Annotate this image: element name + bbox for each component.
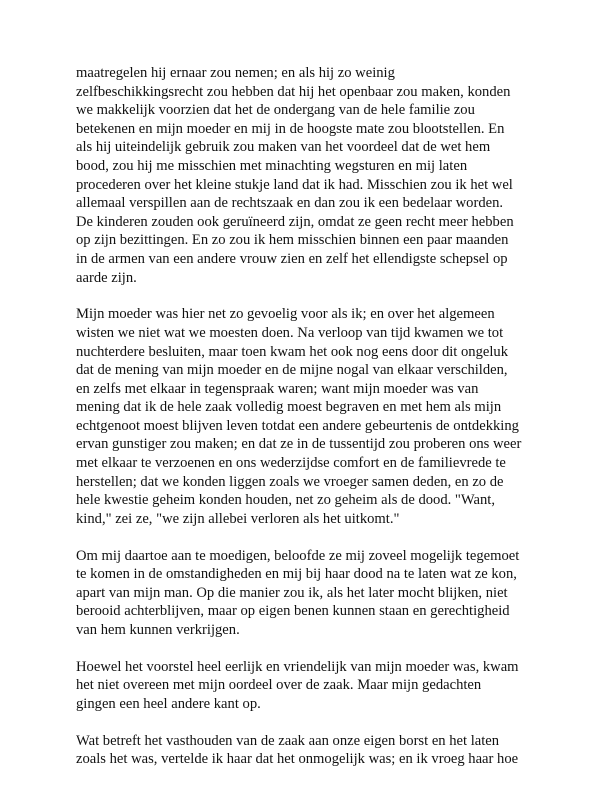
text-line: Mijn moeder was hier net zo gevoelig voor als ik; en over het algemeen	[76, 306, 495, 323]
text-line: hele kwestie geheim konden houden, net zo geheim als de dood. "Want,	[76, 492, 495, 509]
text-line: De kinderen zouden ook geruïneerd zijn, omdat ze geen recht meer hebben	[76, 213, 514, 230]
text-line: van hem kunnen verkrijgen.	[76, 622, 240, 638]
text-line: wisten we niet wat we moesten doen. Na verloop van tijd kwamen we tot	[76, 324, 504, 341]
text-line: kind," zei ze, "we zijn allebei verloren als het uitkomt."	[76, 510, 400, 527]
paragraph	[76, 64, 536, 287]
paragraph	[76, 305, 536, 528]
text-line: ervan gunstiger zou maken; en dat ze in de tussentijd zou proberen ons weer	[76, 436, 522, 453]
text-line: met elkaar te verzoenen en ons wederzijdse comfort en de familievrede te	[76, 455, 506, 472]
text-line: als hij uiteindelijk gebruik zou maken van het voordeel dat de wet hem	[76, 139, 491, 156]
text-line: zelfbeschikkingsrecht zou hebben dat hij het openbaar zou maken, konden	[76, 83, 511, 100]
paragraph	[76, 547, 536, 640]
text-line: zoals het was, vertelde ik haar dat het onmogelijk was; en ik vroeg haar hoe	[76, 751, 519, 768]
paragraph	[76, 658, 536, 714]
text-line: Hoewel het voorstel heel eerlijk en vriendelijk van mijn moeder was, kwam	[76, 658, 519, 675]
text-line: te komen in de omstandigheden en mij bij haar dood na te laten wat ze kon,	[76, 566, 517, 583]
text-line: dat de mening van mijn moeder en de mijne nogal van elkaar verschilden,	[76, 362, 508, 379]
text-line: Om mij daartoe aan te moedigen, beloofde ze mij zoveel mogelijk tegemoet	[76, 547, 520, 564]
text-line: Wat betreft het vasthouden van de zaak aan onze eigen borst en het laten	[76, 732, 500, 749]
text-line: apart van mijn man. Op die manier zou ik, als het later mocht blijken, niet	[76, 584, 508, 601]
text-line: herstellen; dat we konden liggen zoals we vroeger samen deden, en zo de	[76, 473, 504, 490]
text-line: op zijn bezittingen. En zo zou ik hem misschien binnen een paar maanden	[76, 232, 509, 249]
text-line: in de armen van een andere vrouw zien en zelf het ellendigste schepsel op	[76, 250, 508, 267]
text-line: maatregelen hij ernaar zou nemen; en als hij zo weinig	[76, 65, 395, 81]
text-line: bood, zou hij me misschien met minachting wegsturen en mij laten	[76, 157, 468, 174]
text-line: procederen over het kleine stukje land dat ik had. Misschien zou ik het wel	[76, 176, 513, 193]
text-line: en zelfs met elkaar in tegenspraak waren; want mijn moeder was van	[76, 380, 479, 397]
text-line: we makkelijk voorzien dat het de ondergang van de hele familie zou	[76, 102, 475, 119]
paragraph	[76, 732, 536, 769]
text-line: aarde zijn.	[76, 269, 137, 286]
text-line: echtgenoot moest blijven leven totdat een andere gebeurtenis de ontdekking	[76, 417, 519, 434]
text-line: gingen een heel andere kant op.	[76, 695, 261, 712]
text-line: betekenen en mijn moeder en mij in de hoogste mate zou blootstellen. En	[76, 120, 505, 137]
text-line: mening dat ik de hele zaak volledig moest begraven en met hem als mijn	[76, 399, 502, 416]
text-line: berooid achterblijven, maar op eigen benen kunnen staan en gerechtigheid	[76, 603, 510, 620]
text-line: het niet overeen met mijn oordeel over de zaak. Maar mijn gedachten	[76, 677, 482, 694]
text-line: nuchterdere besluiten, maar toen kwam het ook nog eens door dit ongeluk	[76, 343, 509, 360]
text-line: allemaal verspillen aan de rechtszaak en dan zou ik een bedelaar worden.	[76, 195, 504, 212]
document-page	[76, 64, 536, 787]
